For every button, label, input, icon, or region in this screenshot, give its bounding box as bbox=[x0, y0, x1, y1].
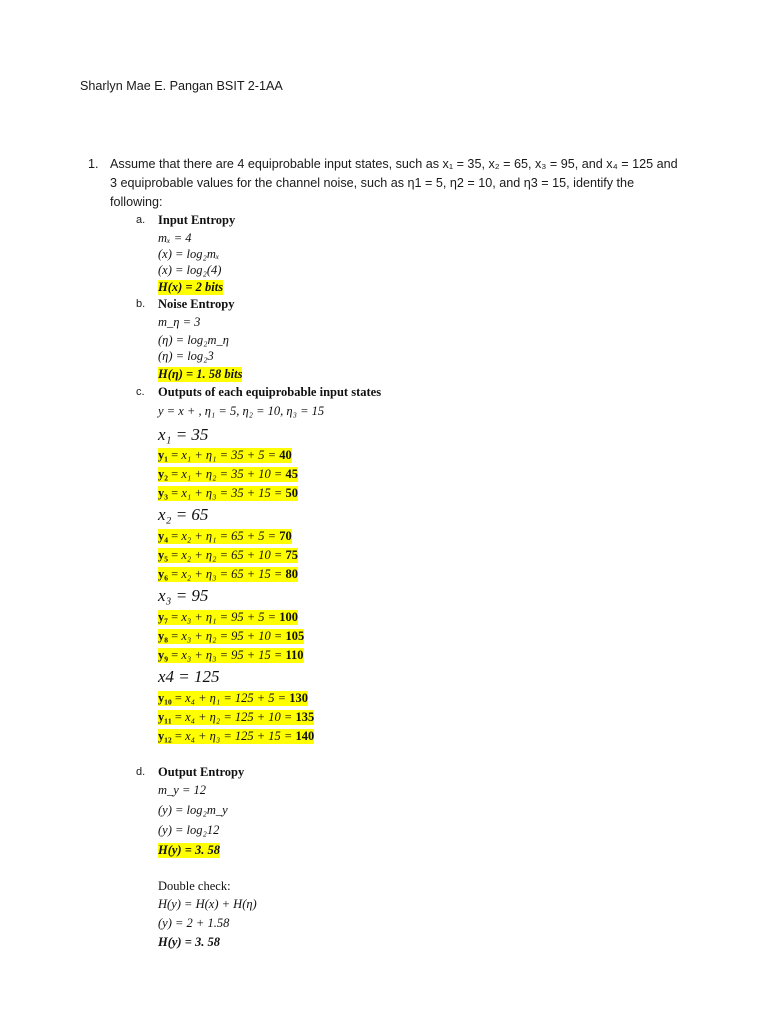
double-check-line: H(y) = H(x) + H(η) bbox=[158, 897, 257, 911]
output-result: 140 bbox=[295, 729, 315, 743]
output-label: y₅ bbox=[158, 548, 168, 562]
output-result: 45 bbox=[285, 467, 298, 481]
output-label: y₁₂ bbox=[158, 729, 172, 743]
output-result: 105 bbox=[285, 629, 305, 643]
section-c-formula: y = x + , η₁ = 5, η₂ = 10, η₃ = 15 bbox=[158, 404, 325, 418]
section-b-answer: H(η) = 1. 58 bits bbox=[158, 367, 243, 381]
section-b-line: m_η = 3 bbox=[158, 315, 201, 329]
output-expr: x₂ + η₂ = 65 + 10 = bbox=[181, 548, 283, 562]
double-check-line: (y) = 2 + 1.58 bbox=[158, 916, 230, 930]
output-row: y₉ = x₃ + η₃ = 95 + 15 = 110 bbox=[158, 648, 304, 662]
author-line: Sharlyn Mae E. Pangan BSIT 2-1AA bbox=[80, 79, 283, 93]
output-label: y₇ bbox=[158, 610, 168, 624]
section-c-title: Outputs of each equiprobable input states bbox=[158, 385, 382, 399]
output-result: 135 bbox=[295, 710, 315, 724]
output-row: y₄ = x₂ + η₁ = 65 + 5 = 70 bbox=[158, 529, 292, 543]
section-d-line: (y) = log₂12 bbox=[158, 823, 220, 837]
question-line-1: Assume that there are 4 equiprobable input states, such as x₁ = 35, x₂ = 65, x₃ = 95, and x₄ = 125 and bbox=[110, 157, 678, 171]
output-expr: x₄ + η₂ = 125 + 10 = bbox=[185, 710, 293, 724]
section-d-answer: H(y) = 3. 58 bbox=[158, 843, 220, 857]
double-check-title: Double check: bbox=[158, 879, 231, 893]
section-a-line: mₓ = 4 bbox=[158, 231, 192, 245]
output-row: y₁ = x₁ + η₁ = 35 + 5 = 40 bbox=[158, 448, 292, 462]
input-state-heading: x₁ = 35 bbox=[158, 425, 209, 444]
output-row: y₁₂ = x₄ + η₃ = 125 + 15 = 140 bbox=[158, 729, 315, 743]
output-expr: x₄ + η₁ = 125 + 5 = bbox=[185, 691, 287, 705]
section-d-title: Output Entropy bbox=[158, 765, 245, 779]
output-row: y₈ = x₃ + η₂ = 95 + 10 = 105 bbox=[158, 629, 305, 643]
output-expr: x₂ + η₁ = 65 + 5 = bbox=[181, 529, 277, 543]
section-a-line: (x) = log₂(4) bbox=[158, 263, 222, 277]
double-check-answer: H(y) = 3. 58 bbox=[158, 935, 220, 949]
output-label: y₁₀ bbox=[158, 691, 172, 705]
section-d-marker: d. bbox=[136, 766, 146, 778]
output-row: y₇ = x₃ + η₁ = 95 + 5 = 100 bbox=[158, 610, 298, 624]
output-expr: x₃ + η₂ = 95 + 10 = bbox=[181, 629, 283, 643]
output-label: y₁₁ bbox=[158, 710, 172, 724]
question-line-3: following: bbox=[110, 195, 163, 209]
output-expr: x₄ + η₃ = 125 + 15 = bbox=[185, 729, 293, 743]
question-number: 1. bbox=[88, 157, 99, 171]
question-line-2: 3 equiprobable values for the channel noise, such as η1 = 5, η2 = 10, and η3 = 15, identify the bbox=[110, 176, 635, 190]
input-state-heading: x4 = 125 bbox=[158, 667, 220, 686]
output-row: y₅ = x₂ + η₂ = 65 + 10 = 75 bbox=[158, 548, 298, 562]
output-expr: x₃ + η₃ = 95 + 15 = bbox=[181, 648, 283, 662]
section-a-title: Input Entropy bbox=[158, 213, 236, 227]
output-row: y₆ = x₂ + η₃ = 65 + 15 = 80 bbox=[158, 567, 298, 581]
input-state-heading: x₃ = 95 bbox=[158, 586, 209, 605]
section-d-line: m_y = 12 bbox=[158, 783, 207, 797]
output-result: 70 bbox=[279, 529, 292, 543]
output-label: y₂ bbox=[158, 467, 168, 481]
section-c-marker: c. bbox=[136, 386, 145, 398]
section-a-marker: a. bbox=[136, 214, 146, 226]
section-b-line: (η) = log₂m_η bbox=[158, 333, 230, 347]
section-a-answer: H(x) = 2 bits bbox=[158, 280, 224, 294]
output-result: 80 bbox=[285, 567, 298, 581]
section-d-line: (y) = log₂m_y bbox=[158, 803, 228, 817]
output-row: y₃ = x₁ + η₃ = 35 + 15 = 50 bbox=[158, 486, 298, 500]
output-result: 75 bbox=[285, 548, 298, 562]
output-label: y₁ bbox=[158, 448, 168, 462]
input-state-heading: x₂ = 65 bbox=[158, 505, 209, 524]
output-label: y₈ bbox=[158, 629, 168, 643]
output-row: y₂ = x₁ + η₂ = 35 + 10 = 45 bbox=[158, 467, 298, 481]
section-b-line: (η) = log₂3 bbox=[158, 349, 214, 363]
output-expr: x₁ + η₂ = 35 + 10 = bbox=[181, 467, 283, 481]
output-row: y₁₁ = x₄ + η₂ = 125 + 10 = 135 bbox=[158, 710, 315, 724]
output-label: y₄ bbox=[158, 529, 168, 543]
output-label: y₆ bbox=[158, 567, 168, 581]
output-expr: x₃ + η₁ = 95 + 5 = bbox=[181, 610, 277, 624]
section-b-title: Noise Entropy bbox=[158, 297, 235, 311]
output-result: 40 bbox=[279, 448, 292, 462]
section-b-marker: b. bbox=[136, 298, 146, 310]
output-expr: x₁ + η₃ = 35 + 15 = bbox=[181, 486, 283, 500]
output-result: 100 bbox=[279, 610, 298, 624]
output-row: y₁₀ = x₄ + η₁ = 125 + 5 = 130 bbox=[158, 691, 308, 705]
output-expr: x₁ + η₁ = 35 + 5 = bbox=[181, 448, 277, 462]
output-label: y₃ bbox=[158, 486, 168, 500]
output-expr: x₂ + η₃ = 65 + 15 = bbox=[181, 567, 283, 581]
section-a-line: (x) = log₂mₓ bbox=[158, 247, 220, 261]
output-result: 110 bbox=[285, 648, 304, 662]
output-result: 130 bbox=[289, 691, 308, 705]
output-result: 50 bbox=[285, 486, 298, 500]
output-label: y₉ bbox=[158, 648, 168, 662]
